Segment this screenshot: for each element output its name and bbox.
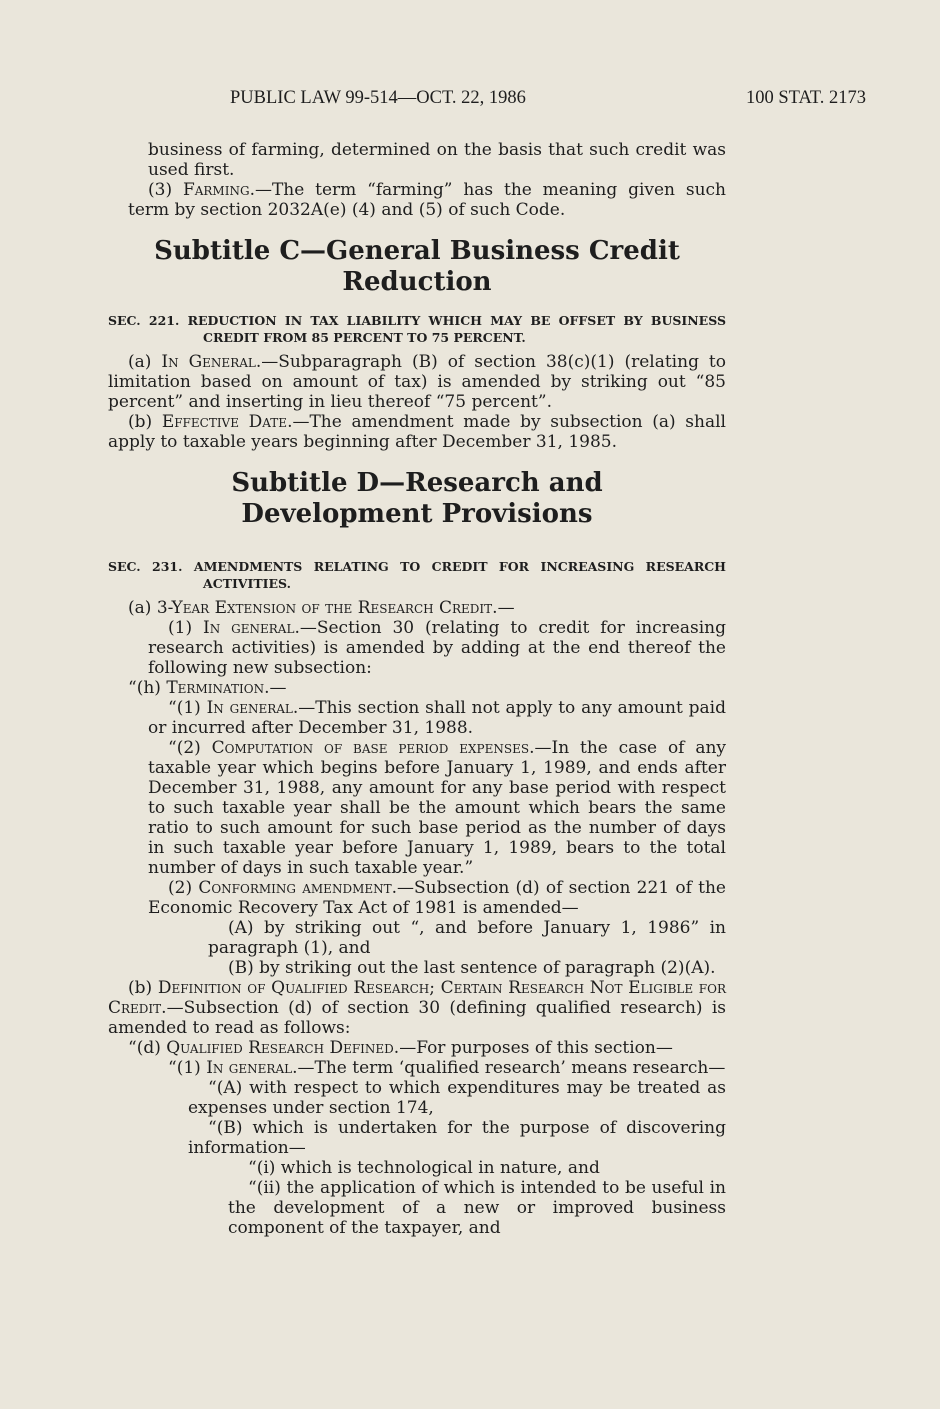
paragraph-subsection-h: “(h) Termination.— [128, 678, 287, 698]
document-body [108, 140, 726, 1238]
paragraph-231-a-2: (2) Conforming amendment.—Subsection (d) of section 221 of the Economic Recovery Tax Act of 1981 is amended— [148, 878, 726, 918]
header-title: PUBLIC LAW 99-514—OCT. 22, 1986 [230, 88, 526, 108]
section-231-heading: SEC. 231. AMENDMENTS RELATING TO CREDIT FOR INCREASING RESEARCH ACTIVITIES. [108, 559, 726, 591]
subtitle-d-heading: Subtitle D—Research and Development Provisions [231, 468, 603, 529]
paragraph-h-1: “(1) In general.—This section shall not apply to any amount paid or incurred after December 31, 1988. [148, 698, 726, 738]
paragraph-231-b: (b) Definition of Qualified Research; Certain Research Not Eligible for Credit.—Subsection (d) of section 30 (defining qualified research) is amended to read as follows: [108, 978, 726, 1038]
paragraph-a-2-A: (A) by striking out “, and before January 1, 1986” in paragraph (1), and [208, 918, 726, 958]
paragraph-a-2-B: (B) by striking out the last sentence of paragraph (2)(A). [228, 958, 716, 978]
subtitle-c-heading: Subtitle C—General Business Credit Reduction [154, 236, 680, 297]
paragraph-continuation: business of farming, determined on the basis that such credit was used first. [148, 140, 726, 180]
paragraph-d-1-B-i: “(i) which is technological in nature, and [248, 1158, 600, 1178]
paragraph-d-1: “(1) In general.—The term ‘qualified research’ means research— [168, 1058, 726, 1078]
paragraph-d-1-B-ii: “(ii) the application of which is intended to be useful in the development of a new or improved business component of the taxpayer, and [228, 1178, 726, 1238]
paragraph-231-a: (a) 3-Year Extension of the Research Credit.— [128, 598, 515, 618]
section-221-heading: SEC. 221. REDUCTION IN TAX LIABILITY WHICH MAY BE OFFSET BY BUSINESS CREDIT FROM 85 PERCENT TO 75 PERCENT. [108, 313, 726, 345]
paragraph-231-a-1: (1) In general.—Section 30 (relating to credit for increasing research activities) is amended by adding at the end thereof the following new subsection: [148, 618, 726, 678]
paragraph-d-1-B: “(B) which is undertaken for the purpose of discovering information— [188, 1118, 726, 1158]
header-stat-page: 100 STAT. 2173 [746, 88, 866, 108]
paragraph-farming: (3) Farming.—The term “farming” has the meaning given such term by section 2032A(e) (4) and (5) of such Code. [128, 180, 726, 220]
paragraph-h-2: “(2) Computation of base period expenses.—In the case of any taxable year which begins before January 1, 1989, and ends after December 31, 1988, any amount for any base period with respect to such taxable year shall be the amount which bears the same ratio to such amount for such base period as the number of days in such taxable year before January 1, 1989, bears to the total number of days in such taxable year.” [148, 738, 727, 878]
paragraph-subsection-d: “(d) Qualified Research Defined.—For purposes of this section— [128, 1038, 673, 1058]
paragraph-221-b: (b) Effective Date.—The amendment made by subsection (a) shall apply to taxable years beginning after December 31, 1985. [108, 412, 726, 452]
paragraph-d-1-A: “(A) with respect to which expenditures may be treated as expenses under section 174, [188, 1078, 726, 1118]
running-header [112, 88, 866, 116]
paragraph-221-a: (a) In General.—Subparagraph (B) of section 38(c)(1) (relating to limitation based on amount of tax) is amended by striking out “85 percent” and inserting in lieu thereof “75 percent”. [108, 352, 726, 412]
